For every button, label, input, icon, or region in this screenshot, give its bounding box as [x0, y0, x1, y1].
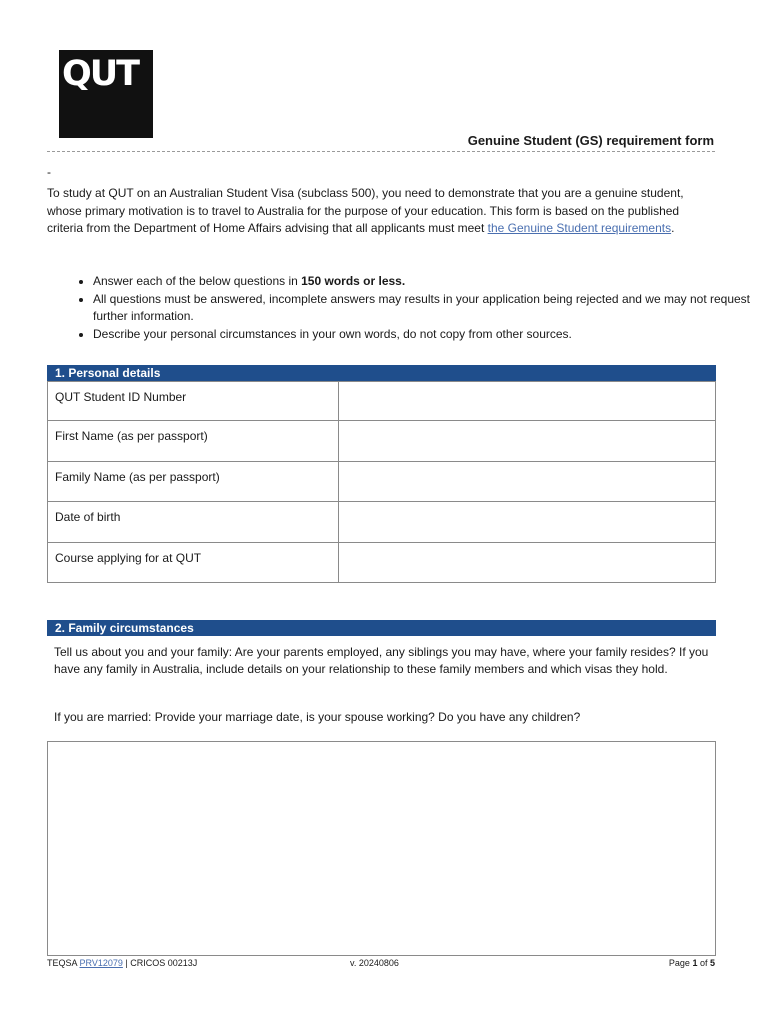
footer-accreditation — [47, 958, 197, 968]
page-current: 1 — [692, 958, 698, 968]
personal-details-table — [47, 381, 716, 583]
instruction-own-words: • Describe your personal circumstances in your own words, do not copy from other sources. — [93, 326, 763, 344]
dash-character: - — [47, 165, 51, 179]
course-field[interactable] — [339, 543, 716, 583]
course-label: Course applying for at QUT — [48, 543, 339, 583]
table-row — [48, 543, 716, 583]
student-id-label: QUT Student ID Number — [48, 382, 339, 421]
section-personal-details-header: 1. Personal details — [47, 365, 716, 381]
table-row — [48, 382, 716, 421]
table-row — [48, 502, 716, 543]
intro-paragraph — [47, 185, 717, 238]
section-family-circumstances-header: 2. Family circumstances — [47, 620, 716, 636]
married-prompt: If you are married: Provide your marriage date, is your spouse working? Do you have any children? — [54, 710, 581, 724]
first-name-label: First Name (as per passport) — [48, 421, 339, 462]
table-row — [48, 421, 716, 462]
qut-logo — [59, 50, 153, 138]
instruction-word-limit — [93, 273, 763, 291]
first-name-field[interactable] — [339, 421, 716, 462]
qut-logo-text: QUT — [62, 54, 139, 94]
page-prefix: Page — [668, 958, 693, 968]
family-circumstances-answer-box[interactable] — [47, 741, 716, 956]
form-title: Genuine Student (GS) requirement form — [467, 133, 714, 148]
date-of-birth-field[interactable] — [339, 502, 716, 543]
family-name-label: Family Name (as per passport) — [48, 462, 339, 502]
student-id-field[interactable] — [339, 382, 716, 421]
date-of-birth-label: Date of birth — [48, 502, 339, 543]
cricos-text: | CRICOS 00213J — [122, 958, 198, 968]
family-prompt: Tell us about you and your family: Are your parents employed, any siblings you may have, where your family resides? If you have any family in Australia, include details on your relationship to these family members and which visas they hold. — [54, 645, 709, 676]
instructions-list — [47, 273, 763, 343]
footer-version: v. 20240806 — [350, 958, 399, 968]
dashed-divider — [47, 151, 715, 152]
instruction-word-limit-text: Answer each of the below questions in — [93, 274, 302, 288]
family-name-field[interactable] — [339, 462, 716, 502]
footer-page-number — [669, 958, 715, 968]
teqsa-label: TEQSA — [47, 958, 80, 968]
table-row — [48, 462, 716, 502]
page-total: 5 — [709, 958, 715, 968]
instruction-word-limit-bold: 150 words or less. — [301, 274, 406, 288]
teqsa-link[interactable]: PRV12079 — [79, 958, 123, 968]
intro-text: To study at QUT on an Australian Student Visa (subclass 500), you need to demonstrate that you are a genuine student, whose primary motivation is to travel to Australia for the purpose of your education. This form is based on the published criteria from the Department of Home Affairs advising that all applicants must meet — [47, 186, 684, 235]
instruction-all-questions: • All questions must be answered, incomplete answers may results in your application being rejected and we may not request further information. — [93, 291, 763, 326]
genuine-student-requirements-link[interactable]: the Genuine Student requirements — [487, 221, 672, 235]
page-of: of — [697, 958, 710, 968]
intro-end: . — [671, 221, 675, 235]
